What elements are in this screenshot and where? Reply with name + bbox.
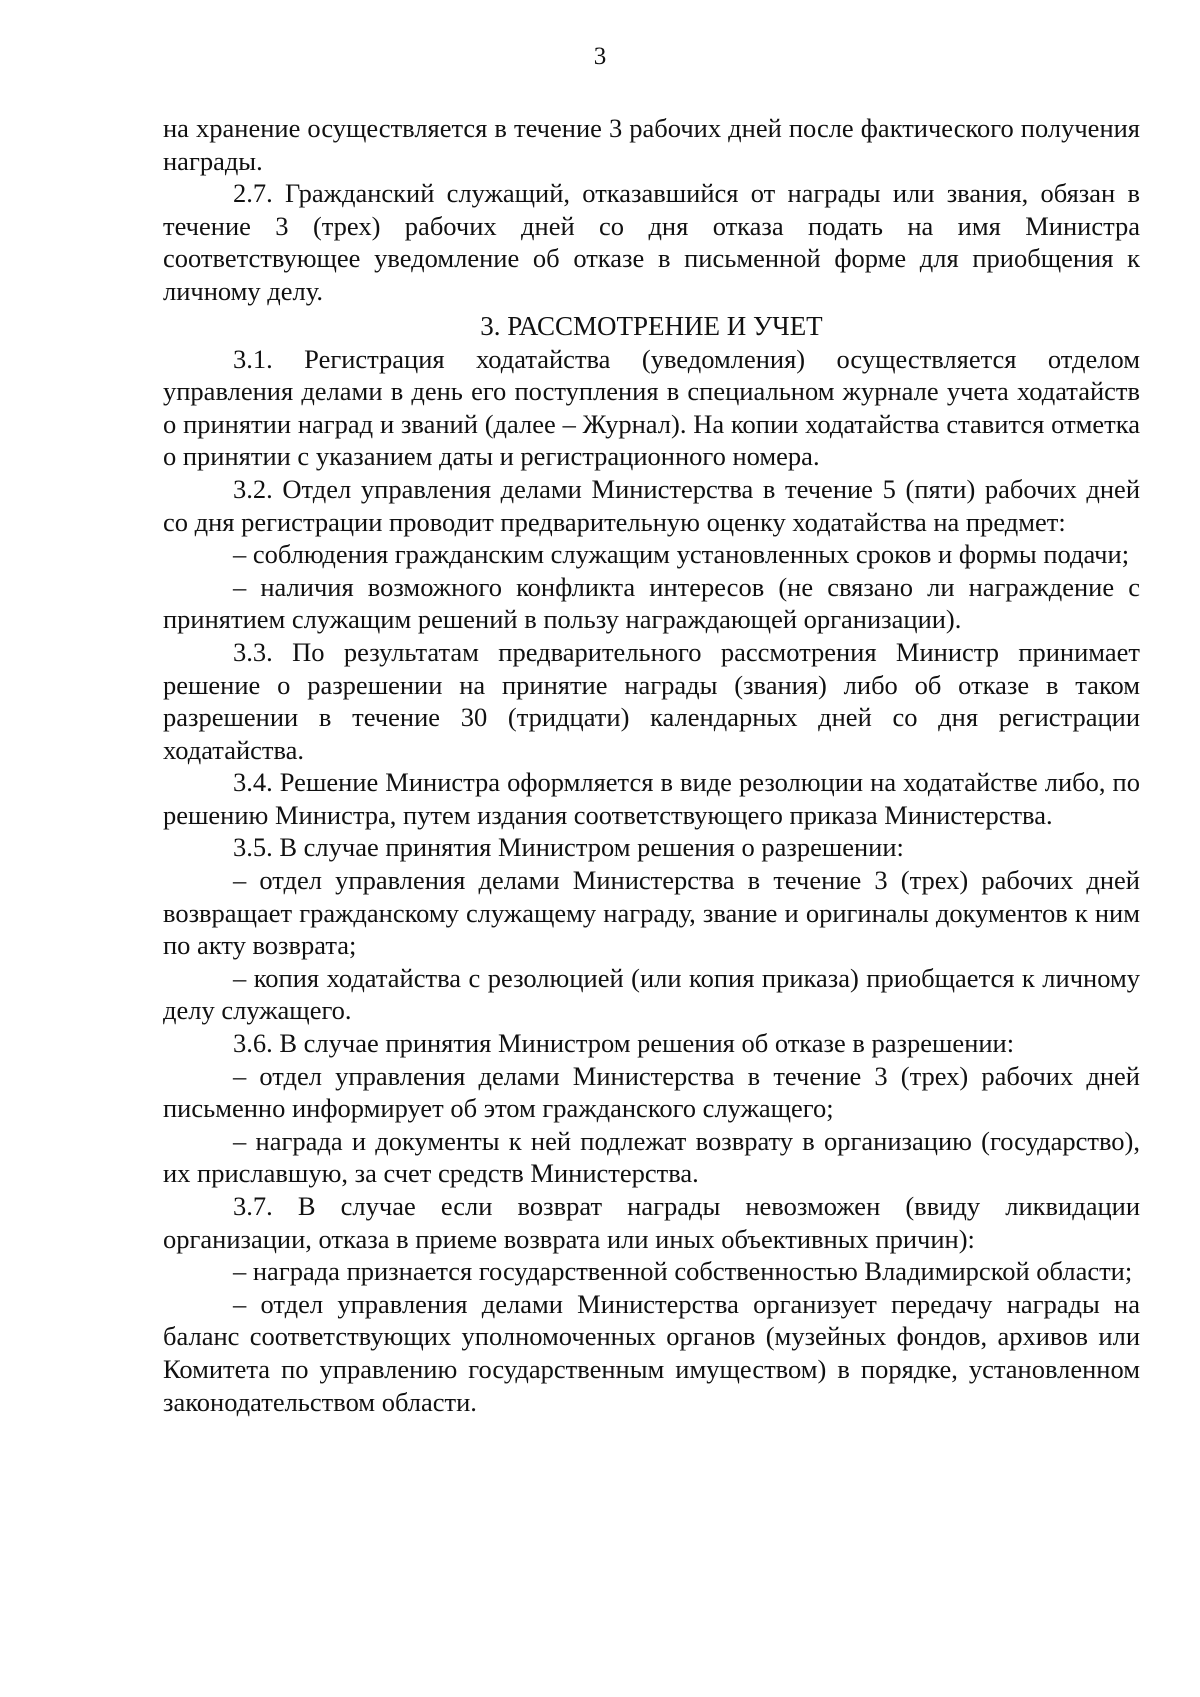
paragraph-2-7: 2.7. Гражданский служащий, отказавшийся от награды или звания, обязан в течение 3 (трех) рабочих дней со дня отказа подать на имя Министра соответствующее уведомление об отказе в письменной форме для приобщения к личному делу. [163,178,1140,306]
paragraph-3-5: 3.5. В случае принятия Министром решения о разрешении: [233,832,904,863]
document-body [163,112,1140,1418]
list-item-3-7-a: – награда признается государственной собственностью Владимирской области; [233,1256,1133,1287]
list-item-3-6-b: – награда и документы к ней подлежат возврату в организацию (государство), их приславшую, за счет средств Министерства. [163,1125,1140,1189]
paragraph-3-1: 3.1. Регистрация ходатайства (уведомления) осуществляется отделом управления делами в день его поступления в специальном журнале учета ходатайств о принятии наград и званий (далее – Журнал). На копии ходатайства ставится отметка о принятии с указанием даты и регистрационного номера. [163,343,1140,472]
paragraph-continued: на хранение осуществляется в течение 3 рабочих дней после фактического получения награды. [163,113,1140,176]
section-heading: 3. РАССМОТРЕНИЕ И УЧЕТ [480,310,823,341]
list-item-3-5-b: – копия ходатайства с резолюцией (или копия приказа) приобщается к личному делу служащего. [163,962,1140,1026]
list-item-3-2-b: – наличия возможного конфликта интересов (не связано ли награждение с принятием служащим решений в пользу награждающей организации). [163,571,1140,635]
paragraph-3-2: 3.2. Отдел управления делами Министерства в течение 5 (пяти) рабочих дней со дня регистрации проводит предварительную оценку ходатайства на предмет: [163,473,1140,537]
list-item-3-7-b: – отдел управления делами Министерства организует передачу награды на баланс соответствующих уполномоченных органов (музейных фондов, архивов или Комитета по управлению государственным имуществом) в порядке, установленном законодательством области. [163,1288,1140,1417]
list-item-3-5-a: – отдел управления делами Министерства в течение 3 (трех) рабочих дней возвращает гражданскому служащему награду, звание и оригиналы документов к ним по акту возврата; [163,865,1140,961]
list-item-3-6-a: – отдел управления делами Министерства в течение 3 (трех) рабочих дней письменно информирует об этом гражданского служащего; [163,1060,1140,1124]
paragraph-3-3: 3.3. По результатам предварительного рассмотрения Министр принимает решение о разрешении на принятие награды (звания) либо об отказе в таком разрешении в течение 30 (тридцати) календарных дней со дня регистрации ходатайства. [163,636,1140,765]
paragraph-3-7: 3.7. В случае если возврат награды невозможен (ввиду ликвидации организации, отказа в приеме возврата или иных объективных причин): [163,1191,1140,1254]
page-number: 3 [593,43,607,70]
list-item-3-2-a: – соблюдения гражданским служащим установленных сроков и формы подачи; [233,539,1130,570]
paragraph-3-6: 3.6. В случае принятия Министром решения об отказе в разрешении: [233,1028,1015,1059]
paragraph-3-4: 3.4. Решение Министра оформляется в виде резолюции на ходатайстве либо, по решению Министра, путем издания соответствующего приказа Министерства. [163,767,1140,830]
